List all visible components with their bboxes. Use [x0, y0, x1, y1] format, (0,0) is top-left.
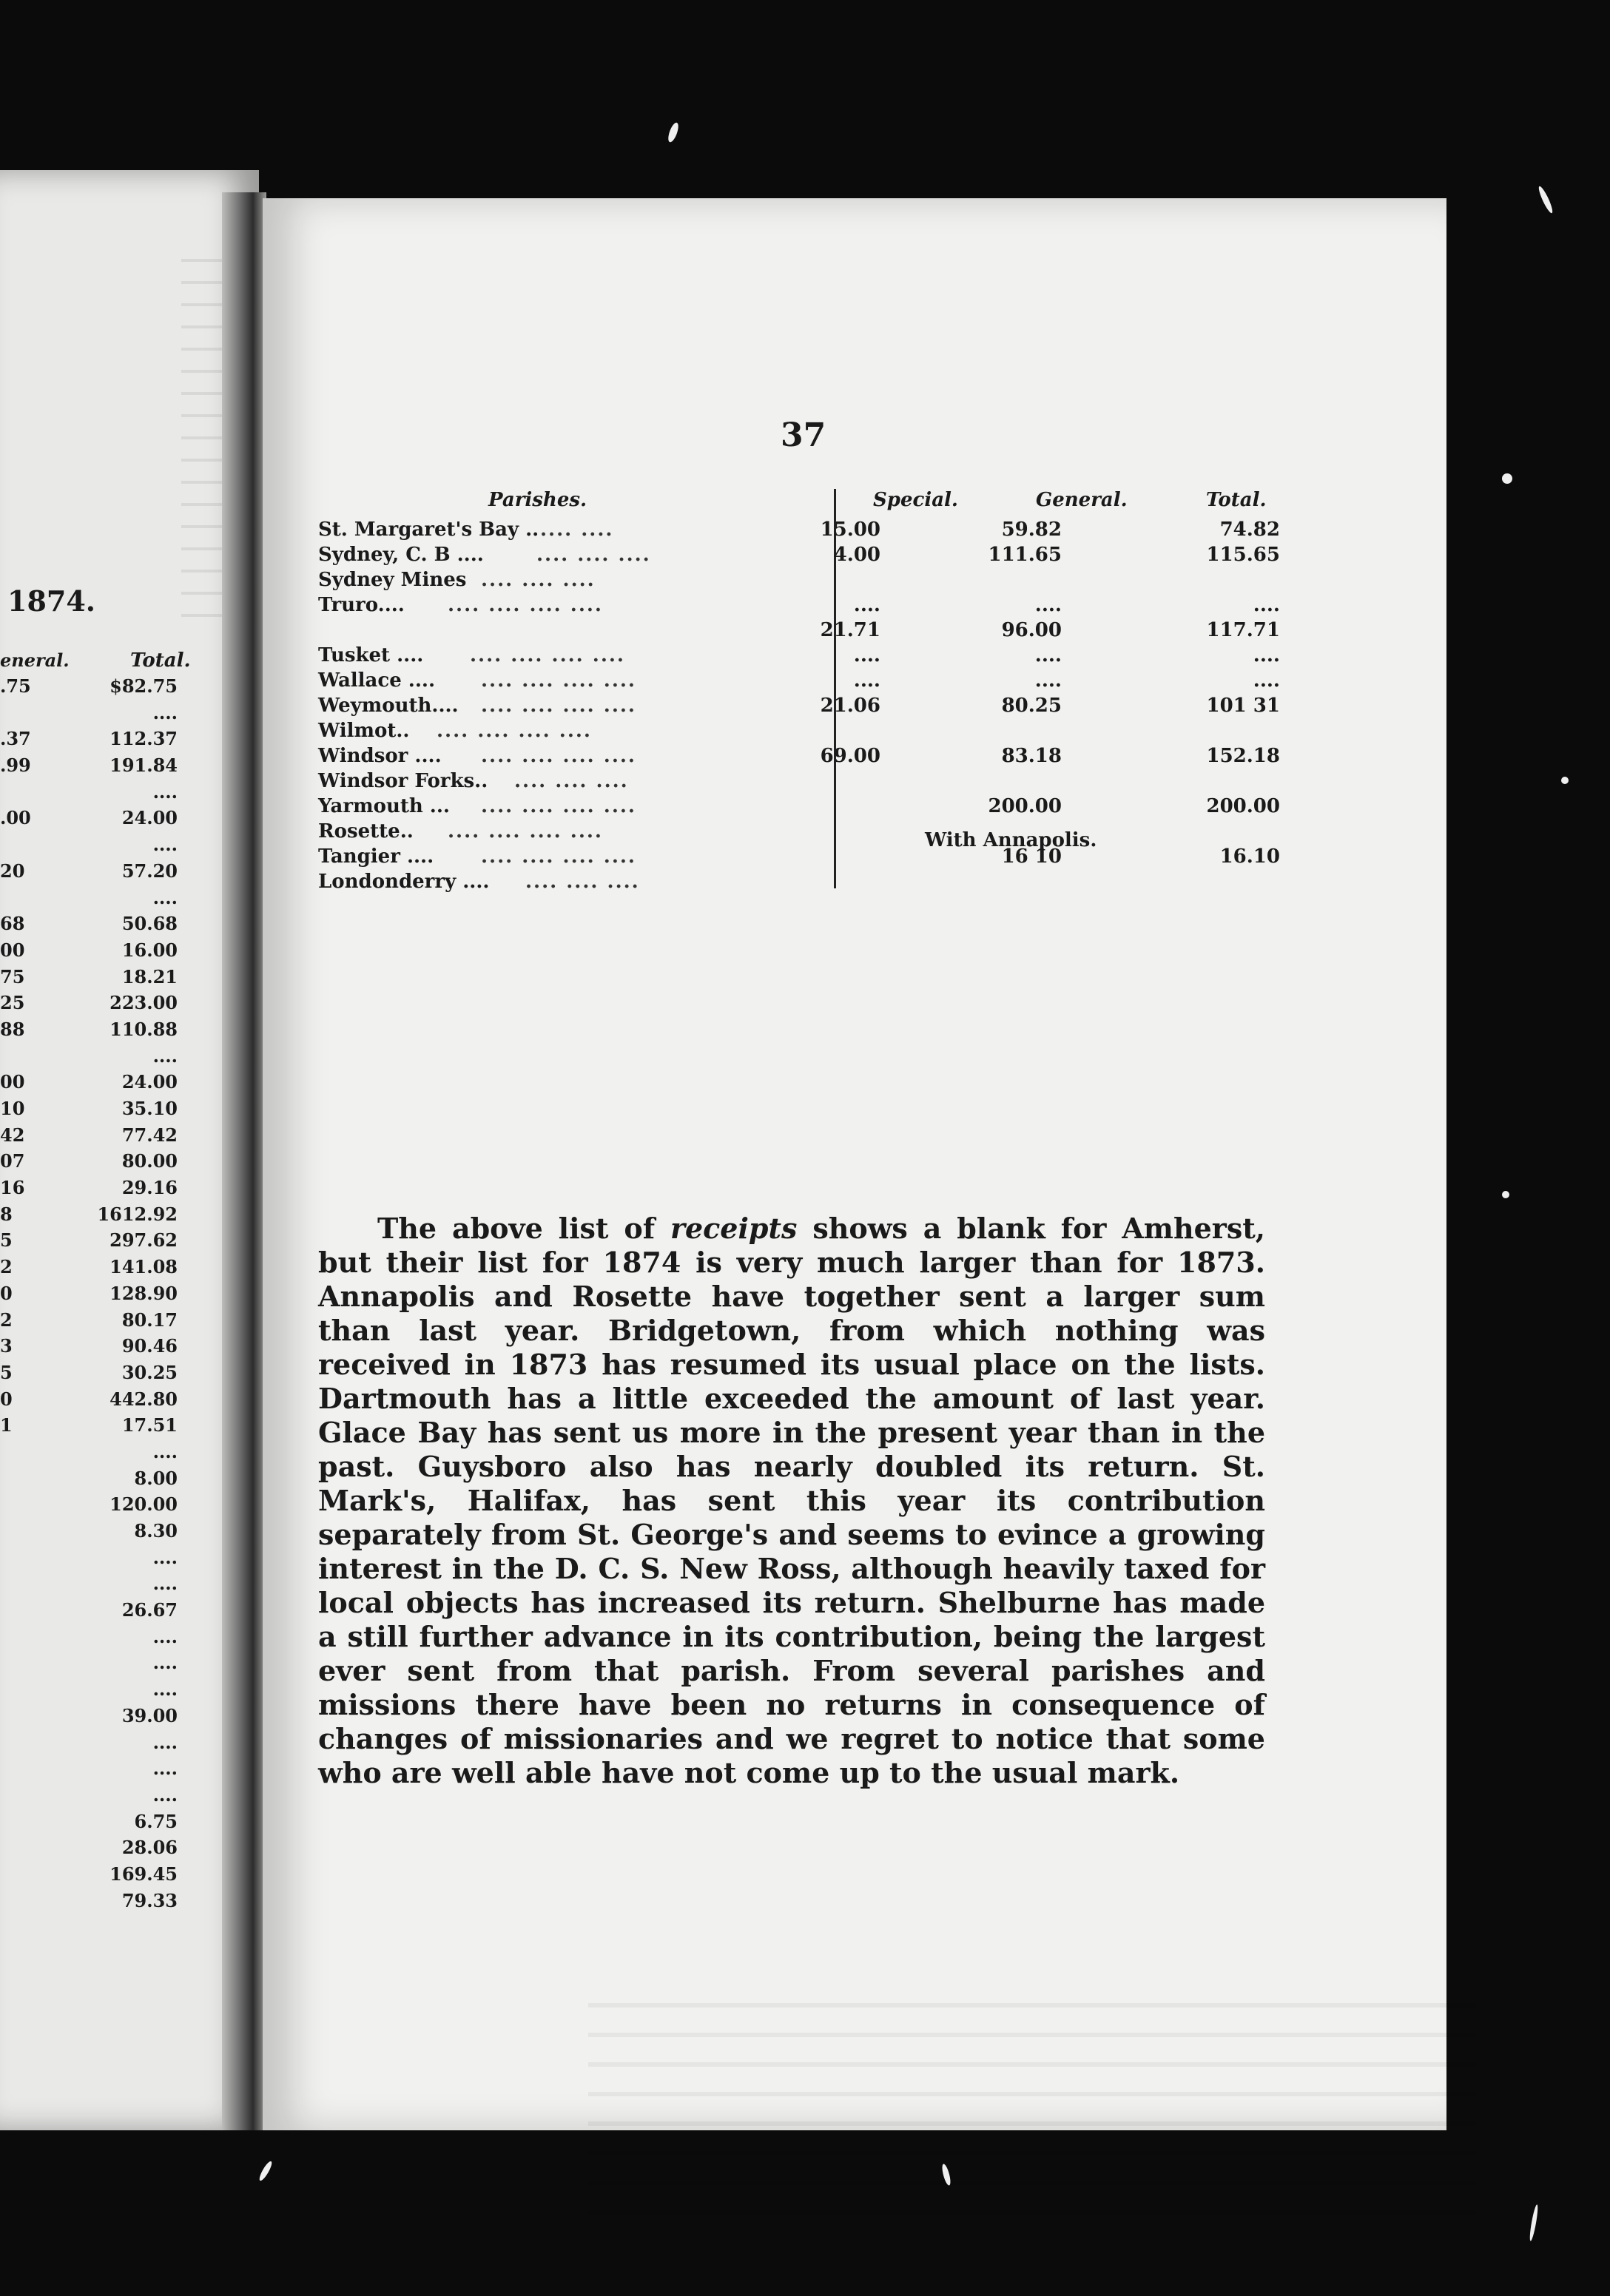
left-page-row [0, 728, 178, 754]
table-row [318, 770, 1280, 795]
dust-speck [1561, 777, 1569, 784]
leader-dots: .... .... .... .... [437, 720, 592, 742]
left-row-total: 28.06 [121, 1837, 178, 1859]
left-page-row [0, 1229, 178, 1256]
column-header-total: Total. [130, 649, 191, 672]
left-row-partial-general: 07 [0, 1150, 25, 1172]
left-page-row [0, 860, 178, 887]
special-amount: .... [853, 644, 880, 666]
left-row-partial-general: .00 [0, 807, 31, 829]
paragraph-emphasis: receipts [670, 1212, 798, 1245]
receipts-table [318, 489, 1280, 1088]
left-page-row [0, 675, 178, 702]
left-page-row [0, 1863, 178, 1890]
left-page-row [0, 1784, 178, 1811]
left-page-row [0, 1547, 178, 1573]
total-amount: .... [1253, 669, 1280, 692]
left-page-row [0, 1203, 178, 1230]
left-page-row [0, 1098, 178, 1124]
table-row [318, 569, 1280, 594]
left-row-partial-general: .99 [0, 754, 31, 777]
parish-name: Truro.... [318, 594, 405, 616]
total-amount: 74.82 [1219, 519, 1280, 541]
previous-page [0, 170, 259, 2130]
left-row-total: 24.00 [121, 807, 178, 829]
table-row [318, 871, 1280, 896]
left-row-total: 223.00 [110, 992, 178, 1014]
parish-name: Windsor .... [318, 745, 442, 767]
left-row-total: 90.46 [121, 1335, 178, 1357]
left-row-total: .... [152, 1573, 178, 1595]
general-amount: 83.18 [1001, 745, 1062, 767]
parish-name: Rosette.. [318, 820, 414, 843]
left-row-total: 35.10 [121, 1098, 178, 1119]
dust-speck [667, 121, 681, 144]
left-row-partial-general: 75 [0, 965, 25, 987]
left-page-row [0, 1468, 178, 1494]
left-row-total: 30.25 [121, 1361, 178, 1383]
left-row-total: $82.75 [110, 675, 178, 697]
left-row-total: .... [152, 1731, 178, 1753]
left-row-total: 169.45 [110, 1863, 178, 1885]
general-amount: .... [1034, 594, 1062, 616]
left-page-row [0, 1441, 178, 1468]
left-page-values [0, 675, 178, 1916]
row-note: With Annapolis. [925, 829, 1097, 851]
left-row-total: 141.08 [110, 1256, 178, 1278]
parish-name: Wilmot.. [318, 720, 410, 742]
left-page-row [0, 1388, 178, 1415]
leader-dots: .... .... .... .... [481, 745, 636, 767]
left-row-total: 50.68 [121, 913, 178, 935]
left-row-total: 128.90 [110, 1282, 178, 1304]
left-page-row [0, 1626, 178, 1652]
left-page-row [0, 992, 178, 1019]
left-row-total: 110.88 [110, 1018, 178, 1040]
column-header-general: eneral. [0, 649, 70, 671]
left-page-row [0, 702, 178, 729]
left-page-row [0, 1045, 178, 1072]
table-row [318, 820, 1280, 851]
left-row-total: 112.37 [110, 728, 178, 750]
table-row [318, 544, 1280, 569]
special-amount: 4.00 [833, 544, 880, 566]
left-row-total: 442.80 [110, 1388, 178, 1410]
left-row-total: .... [152, 1625, 178, 1647]
table-row [318, 720, 1280, 745]
leader-dots: .... .... .... [525, 871, 640, 893]
left-row-partial-general: .75 [0, 675, 31, 697]
parish-name: St. Margaret's Bay .. [318, 519, 539, 541]
parish-name: Sydney, C. B .... [318, 544, 484, 566]
table-row [318, 594, 1280, 619]
left-row-partial-general: 3 [0, 1335, 13, 1357]
left-row-partial-general: 88 [0, 1018, 25, 1040]
left-row-partial-general: 68 [0, 913, 25, 935]
total-amount: .... [1253, 644, 1280, 666]
total-amount: 101 31 [1206, 695, 1280, 717]
left-row-total: 18.21 [121, 965, 178, 987]
leader-dots: .... .... .... .... [470, 644, 625, 666]
parish-name: Weymouth.... [318, 695, 459, 717]
left-page-row [0, 1599, 178, 1626]
total-amount: 152.18 [1206, 745, 1280, 767]
book-gutter [222, 192, 266, 2130]
left-row-total: .... [152, 1783, 178, 1806]
special-amount: .... [853, 594, 880, 616]
left-row-total: 8.30 [134, 1520, 178, 1542]
left-page-row [0, 1414, 178, 1441]
left-row-total: 57.20 [121, 860, 178, 882]
left-page-row [0, 1890, 178, 1917]
special-amount: 69.00 [820, 745, 880, 767]
left-page-row [0, 781, 178, 808]
left-page-row [0, 1124, 178, 1151]
left-page-row [0, 1177, 178, 1203]
left-page-row [0, 754, 178, 781]
general-amount: .... [1034, 644, 1062, 666]
table-row [318, 695, 1280, 720]
total-amount: .... [1253, 594, 1280, 616]
total-amount: 16.10 [1219, 845, 1280, 868]
leader-dots: .... .... .... .... [448, 820, 603, 843]
table-row [318, 745, 1280, 770]
leader-dots: .... .... .... .... [481, 845, 636, 868]
table-row [318, 669, 1280, 695]
parish-name: Yarmouth ... [318, 795, 450, 817]
header-total: Total. [1206, 489, 1267, 511]
left-page-row [0, 1732, 178, 1758]
general-amount: 200.00 [988, 795, 1062, 817]
paragraph-text-start: The above list of [377, 1212, 670, 1245]
left-page-row [0, 939, 178, 966]
left-page-row [0, 887, 178, 914]
total-amount: 200.00 [1206, 795, 1280, 817]
left-row-total: .... [152, 1044, 178, 1067]
left-row-total: 79.33 [121, 1889, 178, 1911]
left-row-total: 17.51 [121, 1414, 178, 1436]
left-page-row [0, 1150, 178, 1177]
dust-speck [1502, 473, 1512, 484]
left-row-partial-general: 8 [0, 1203, 13, 1225]
left-row-partial-general: 5 [0, 1361, 13, 1383]
left-row-total: 16.00 [121, 939, 178, 961]
left-row-total: .... [152, 1678, 178, 1701]
left-page-row [0, 1837, 178, 1863]
left-page-row [0, 1678, 178, 1705]
special-amount: 15.00 [820, 519, 880, 541]
left-row-total: .... [152, 1652, 178, 1674]
general-amount: 59.82 [1001, 519, 1062, 541]
left-row-total: 39.00 [121, 1704, 178, 1726]
left-row-total: 8.00 [134, 1467, 178, 1489]
left-row-total: .... [152, 886, 178, 908]
left-page-row [0, 1493, 178, 1520]
general-amount: 16 10 [1001, 845, 1062, 868]
left-page-row [0, 807, 178, 834]
general-amount: 80.25 [1001, 695, 1062, 717]
dust-speck [1529, 2204, 1540, 2241]
left-page-row [0, 1811, 178, 1837]
body-paragraph [318, 1212, 1265, 1790]
left-page-row [0, 1019, 178, 1045]
left-page-row [0, 966, 178, 993]
left-page-row [0, 1071, 178, 1098]
left-row-total: 24.00 [121, 1071, 178, 1093]
leader-dots: .... .... .... [481, 569, 596, 591]
general-amount: .... [1034, 669, 1062, 692]
left-row-partial-general: .37 [0, 728, 31, 750]
left-row-total: .... [152, 1440, 178, 1462]
leader-dots: .... .... .... .... [481, 695, 636, 717]
dust-speck [1537, 185, 1555, 215]
left-page-row [0, 1652, 178, 1678]
parish-name: Wallace .... [318, 669, 436, 692]
leader-dots: .... .... .... [536, 544, 651, 566]
left-row-total: 26.67 [121, 1599, 178, 1621]
left-row-partial-general: 0 [0, 1388, 13, 1410]
left-row-total: .... [152, 701, 178, 723]
paragraph-text-rest: shows a blank for Amherst, but their list for 1874 is very much larger than for 1873. Annapolis and Rosette have together sent a larger sum than last year. Bridgetown, from which nothing was received in 1873 has resumed its usual place on the lists. Dartmouth has a little exceeded the amount of last year. Glace Bay has sent us more in the present year than in the past. Guysboro also has nearly doubled its return. St. Mark's, Halifax, has sent this year its contribution separately from St. George's and seems to evince a growing interest in the D. C. S. New Ross, although heavily taxed for local objects has increased its return. Shelburne has made a still further advance in its contribution, being the largest ever sent from that parish. From several parishes and missions there have been no returns in consequence of changes of missionaries and we regret to notice that some who are well able have not come up to the usual mark. [318, 1212, 1265, 1789]
leader-dots: .... .... .... .... [448, 594, 603, 616]
dust-speck [1502, 1191, 1509, 1198]
left-row-total: .... [152, 1546, 178, 1568]
left-row-total: 80.00 [121, 1150, 178, 1172]
special-amount: 21.71 [820, 619, 880, 641]
left-row-partial-general: 10 [0, 1098, 25, 1119]
table-row [318, 619, 1280, 644]
leader-dots: .... .... .... .... [481, 669, 636, 692]
total-amount: 115.65 [1206, 544, 1280, 566]
left-row-total: .... [152, 780, 178, 803]
parish-name: Sydney Mines [318, 569, 467, 591]
bleed-through-text [588, 2003, 1476, 2225]
left-row-partial-general: 0 [0, 1282, 13, 1304]
left-row-partial-general: 42 [0, 1124, 25, 1146]
left-row-partial-general: 16 [0, 1177, 25, 1199]
left-page-row [0, 1758, 178, 1784]
left-page-row [0, 1335, 178, 1362]
left-row-partial-general: 5 [0, 1229, 13, 1252]
page-number: 37 [781, 416, 826, 454]
parish-name: Londonderry .... [318, 871, 490, 893]
left-page-row [0, 1256, 178, 1283]
left-row-total: 297.62 [110, 1229, 178, 1252]
left-page-row [0, 913, 178, 939]
left-row-total: .... [152, 834, 178, 856]
leader-dots: .... .... [540, 519, 614, 541]
parish-name: Tusket .... [318, 644, 424, 666]
total-amount: 117.71 [1206, 619, 1280, 641]
header-special: Special. [873, 489, 958, 511]
left-row-partial-general: 25 [0, 992, 25, 1014]
left-row-partial-general: 20 [0, 860, 25, 882]
left-row-partial-general: 2 [0, 1309, 13, 1331]
left-page-row [0, 1309, 178, 1336]
left-page-row [0, 1283, 178, 1309]
left-page-row [0, 1362, 178, 1388]
general-amount: 111.65 [988, 544, 1062, 566]
special-amount: 21.06 [820, 695, 880, 717]
header-general: General. [1036, 489, 1128, 511]
table-row [318, 795, 1280, 820]
left-row-partial-general: 1 [0, 1414, 13, 1436]
table-row [318, 644, 1280, 669]
parish-name: Windsor Forks.. [318, 770, 488, 792]
leader-dots: .... .... .... [514, 770, 629, 792]
left-page-row [0, 1520, 178, 1547]
dust-speck [257, 2160, 274, 2182]
left-row-total: 191.84 [110, 754, 178, 777]
page [263, 198, 1446, 2130]
leader-dots: .... .... .... .... [481, 795, 636, 817]
left-row-total: 6.75 [134, 1810, 178, 1832]
table-row [318, 519, 1280, 544]
header-parishes: Parishes. [488, 489, 587, 511]
table-row [318, 845, 1280, 871]
left-page-row [0, 1573, 178, 1599]
left-page-row [0, 834, 178, 860]
special-amount: .... [853, 669, 880, 692]
left-row-total: 29.16 [121, 1177, 178, 1199]
general-amount: 96.00 [1001, 619, 1062, 641]
left-row-total: .... [152, 1758, 178, 1780]
left-row-total: 77.42 [121, 1124, 178, 1146]
left-row-partial-general: 00 [0, 1071, 25, 1093]
left-row-total: 80.17 [121, 1309, 178, 1331]
left-page-row [0, 1705, 178, 1732]
parish-name: Tangier .... [318, 845, 434, 868]
left-row-total: 120.00 [110, 1493, 178, 1516]
left-row-total: 1612.92 [97, 1203, 178, 1225]
left-row-partial-general: 2 [0, 1256, 13, 1278]
year-heading: 1874. [7, 584, 95, 618]
left-row-partial-general: 00 [0, 939, 25, 961]
